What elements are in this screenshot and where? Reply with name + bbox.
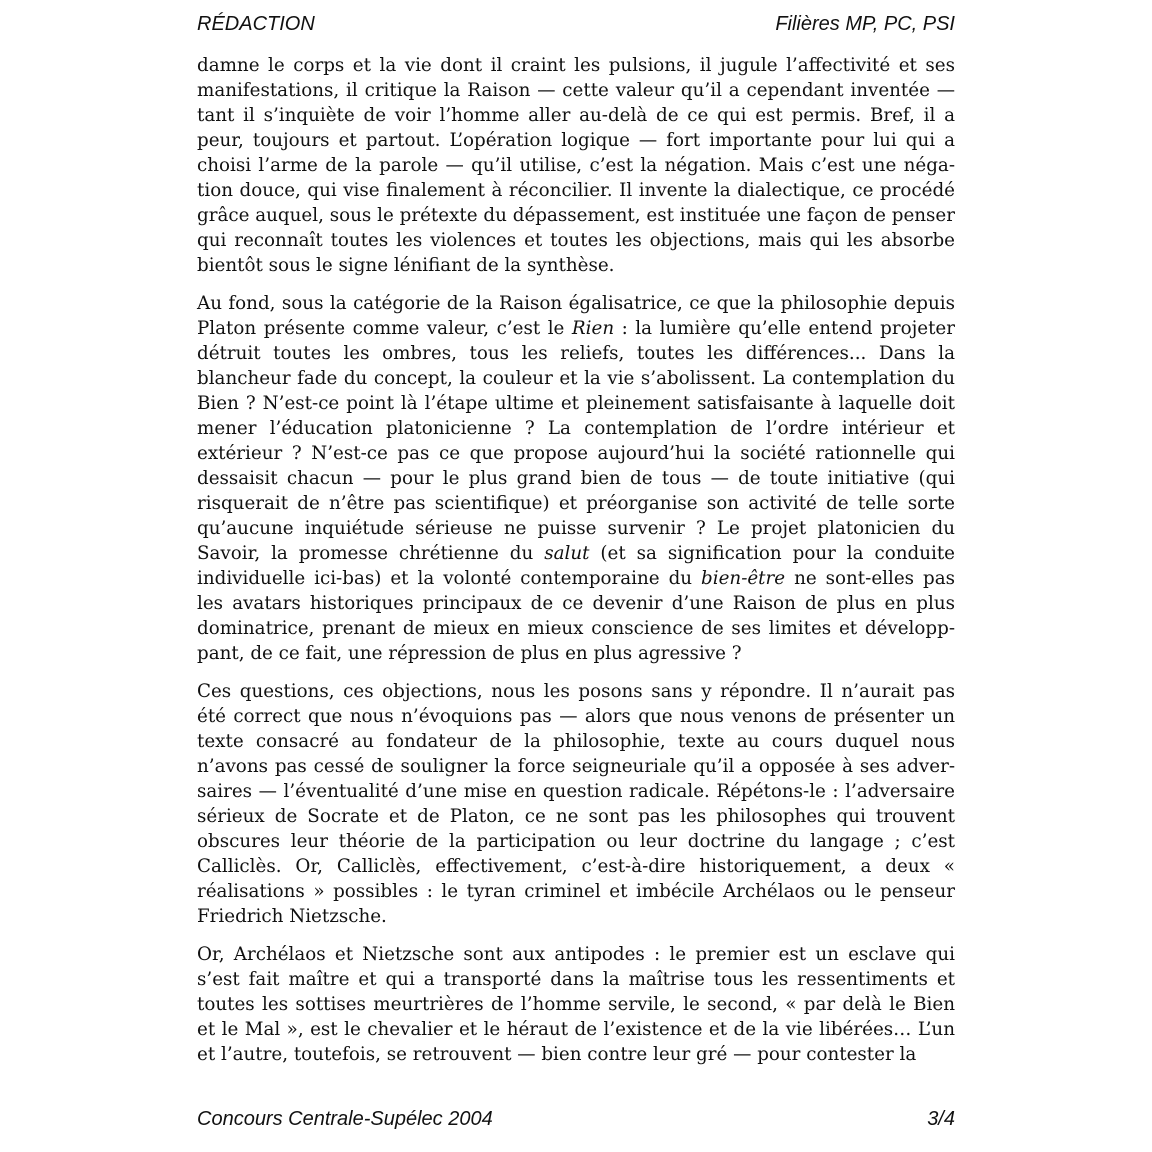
paragraph-2-part-b: : la lumière qu’elle entend projeter détruit toutes les ombres, tous les reliefs, toutes les différences... Dans la blancheur fade du concept, la couleur et la vie s’abolissent. La contemplation du Bien ? N’est-ce point là l’étape ultime et pleinement satisfaisante à laquelle doit mener l’éducation platonicienne ? La contemplation de l’ordre intérieur et extérieur ? N’est-ce pas ce que propose aujourd’hui la société rationnelle qui dessaisit chacun — pour le plus grand bien de tous — de toute initiative (qui risquerait de n’être pas scientifique) et préorganise son activité de telle sorte qu’aucune inquiétude sérieuse ne puisse survenir ? Le projet platonicien du Savoir, la promesse chrétienne du xyxy=(197,318,955,564)
paragraph-2-part-a: Au fond, sous la catégorie de la Raison égalisatrice, ce que la philosophie depuis Platon présente comme valeur, c’est le xyxy=(197,293,955,339)
paragraph-4: Or, Archélaos et Nietzsche sont aux antipodes : le premier est un esclave qui s’est fait maître et qui a transporté dans la maîtrise tous les ressentiments et toutes les sottises meurtrières de l’homme servile, le second, « par delà le Bien et le Mal », est le chevalier et le héraut de l’existence et de la vie libérées… L’un et l’autre, toutefois, se retrouvent — bien contre leur gré — pour contester la xyxy=(197,944,955,1065)
footer-page-number: 3/4 xyxy=(927,1108,955,1130)
document-body xyxy=(197,53,955,1080)
header-streams: Filières MP, PC, PSI xyxy=(775,13,955,35)
paragraph-2-emphasis-bien-etre: bien-être xyxy=(701,568,786,589)
paragraph-2-part-c: (et sa signification pour la conduite individuelle ici-bas) et la volonté contemporaine du xyxy=(197,543,955,589)
paragraph-3: Ces questions, ces objections, nous les posons sans y répondre. Il n’aurait pas été correct que nous n’évoquions pas — alors que nous venons de présenter un texte consacré au fondateur de la philosophie, texte au cours duquel nous n’avons pas cessé de souligner la force seigneuriale qu’il a opposée à ses adversaires — l’éventualité d’une mise en question radicale. Répétons-le : l’adversaire sérieux de Socrate et de Platon, ce ne sont pas les philosophes qui trouvent obscures leur théorie de la participation ou leur doctrine du langage ; c’est Calliclès. Or, Calliclès, effectivement, c’est-à-dire historiquement, a deux « réalisations » possibles : le tyran criminel et imbécile Archélaos ou le penseur Friedrich Nietzsche. xyxy=(197,681,955,927)
paragraph-2 xyxy=(197,291,955,666)
paragraph-1: damne le corps et la vie dont il craint les pulsions, il jugule l’affectivité et ses manifestations, il critique la Raison — cette valeur qu’il a cependant inventée — tant il s’inquiète de voir l’homme aller au-delà de ce qui est permis. Bref, il a peur, toujours et partout. L’opération logique — fort importante pour lui qui a choisi l’arme de la parole — qu’il utilise, c’est la négation. Mais c’est une négation douce, qui vise finalement à réconcilier. Il invente la dialectique, ce procédé grâce auquel, sous le prétexte du dépassement, est instituée une façon de penser qui reconnaît toutes les violences et toutes les objections, mais qui les absorbe bientôt sous le signe lénifiant de la synthèse. xyxy=(197,55,955,276)
footer-exam-name: Concours Centrale-Supélec 2004 xyxy=(197,1108,493,1130)
page-footer xyxy=(197,1107,955,1131)
page-header xyxy=(197,12,955,36)
paragraph-2-part-d: ne sont-elles pas les avatars historiques principaux de ce devenir d’une Raison de plus en plus dominatrice, prenant de mieux en mieux conscience de ses limites et développpant, de ce fait, une répression de plus en plus agressive ? xyxy=(197,568,955,664)
paragraph-2-emphasis-salut: salut xyxy=(544,543,590,564)
header-section-title: RÉDACTION xyxy=(197,13,315,35)
paragraph-2-emphasis-rien: Rien xyxy=(571,318,615,339)
